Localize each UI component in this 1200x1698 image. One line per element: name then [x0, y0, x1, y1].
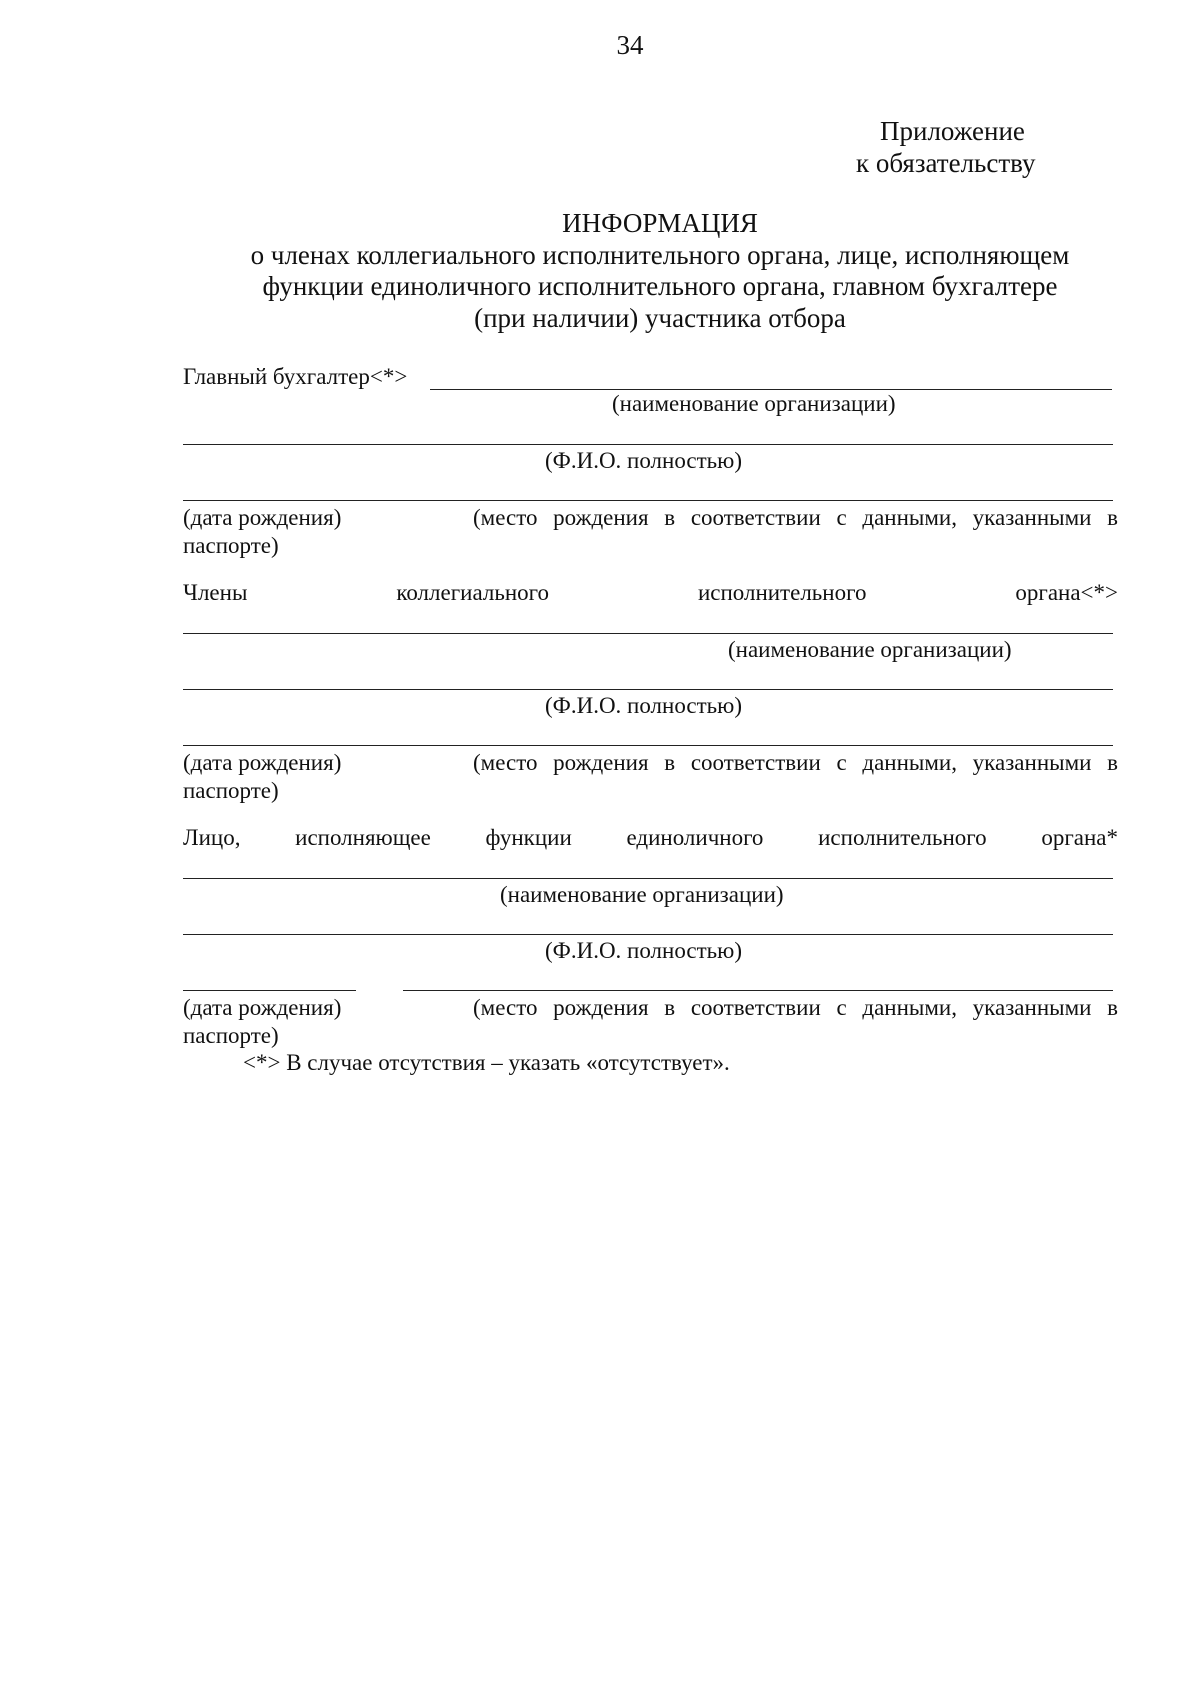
birth-line [183, 500, 1113, 501]
ceo-label-word: органа* [1041, 825, 1118, 850]
ceo-label-word: исполняющее [295, 825, 431, 850]
fio-line [183, 934, 1113, 935]
birth-place-caption: (место рождения в соответствии с данными, указанными в [473, 750, 1118, 775]
heading-line-1: о членах коллегиального исполнительного органа, лице, исполняющем [250, 240, 1070, 270]
ceo-label-word: исполнительного [818, 825, 987, 850]
fio-caption: (Ф.И.О. полностью) [545, 448, 743, 473]
birth-date-caption: (дата рождения) [183, 750, 342, 775]
board-label-word: исполнительного [697, 580, 867, 605]
page-number: 34 [616, 30, 644, 60]
sole-executive-label [183, 825, 1118, 851]
ceo-label-word: функции [485, 825, 572, 850]
birth-place-caption-cont: паспорте) [183, 778, 279, 803]
board-label-word: органа<*> [1015, 580, 1118, 605]
board-org-line [183, 633, 1113, 634]
birth-place-caption: (место рождения в соответствии с данными, указанными в [473, 505, 1118, 530]
board-members-label [183, 580, 1118, 606]
chief-accountant-label: Главный бухгалтер<*> [183, 364, 408, 389]
birth-date-caption: (дата рождения) [183, 995, 342, 1020]
birth-place-caption: (место рождения в соответствии с данными, указанными в [473, 995, 1118, 1020]
heading-line-2: функции единоличного исполнительного органа, главном бухгалтере [262, 271, 1058, 301]
fio-line [183, 689, 1113, 690]
board-label-word: Члены [183, 580, 248, 605]
board-label-word: коллегиального [396, 580, 549, 605]
birth-place-caption-cont: паспорте) [183, 533, 279, 558]
heading-line-3: (при наличии) участника отбора [474, 303, 846, 333]
document-title: ИНФОРМАЦИЯ [562, 208, 758, 238]
birth-place-caption-cont: паспорте) [183, 1023, 279, 1048]
chief-accountant-org-line [430, 389, 1112, 390]
footnote: <*> В случае отсутствия – указать «отсутствует». [243, 1050, 730, 1075]
fio-caption: (Ф.И.О. полностью) [545, 938, 743, 963]
birth-date-line [183, 990, 356, 991]
fio-line [183, 444, 1113, 445]
birth-place-line [403, 990, 1113, 991]
ceo-label-word: единоличного [626, 825, 764, 850]
ceo-org-line [183, 878, 1113, 879]
fio-caption: (Ф.И.О. полностью) [545, 693, 743, 718]
org-name-caption: (наименование организации) [500, 882, 784, 907]
appendix-line-2: к обязательству [856, 148, 1036, 178]
org-name-caption: (наименование организации) [728, 637, 1012, 662]
org-name-caption: (наименование организации) [612, 391, 896, 416]
birth-date-caption: (дата рождения) [183, 505, 342, 530]
appendix-line-1: Приложение [880, 116, 1025, 146]
ceo-label-word: Лицо, [183, 825, 241, 850]
birth-line [183, 745, 1113, 746]
